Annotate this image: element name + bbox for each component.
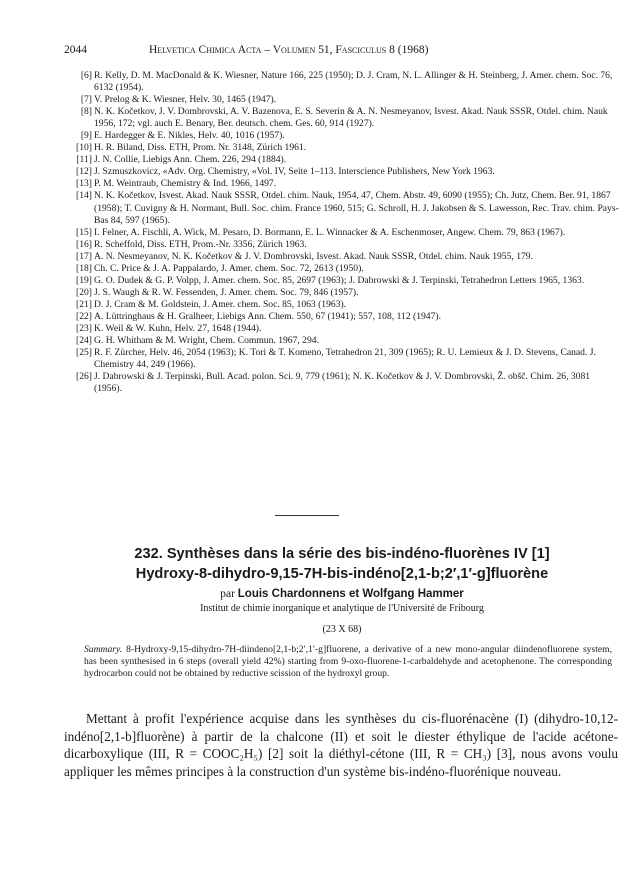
reference-number: [7] <box>80 94 92 106</box>
reference-text: R. Kelly, D. M. MacDonald & K. Wiesner, Nature 166, 225 (1950); D. J. Cram, N. L. Allinger & H. Steinberg, J. Amer. chem. Soc. 76, 6132 (1954). <box>94 70 613 94</box>
reference-item <box>64 106 620 130</box>
reference-text: J. Szmuszkovicz, «Adv. Org. Chemistry, «Vol. IV, Seite 1–113. Interscience Publishers, New York 1963. <box>94 166 495 178</box>
reference-number: [17] <box>76 250 92 262</box>
reference-number: [21] <box>76 298 92 310</box>
journal-title: Helvetica Chimica Acta – Volumen 51, Fasciculus 8 (1968) <box>149 44 429 56</box>
reference-item <box>64 251 620 263</box>
reference-number: [16] <box>76 238 92 250</box>
reference-item <box>64 371 620 395</box>
reference-item <box>64 239 620 251</box>
reference-text: N. K. Kočetkov, Isvest. Akad. Nauk SSSR, Otdel. chim. Nauk, 1954, 47, Chem. Abstr. 49, 6090 (1955); Ch. Jutz, Chem. Ber. 91, 1867 (1958); T. Cuvigny & H. Normant, Bull. Soc. chim. France 1960, 515; G. Schroll, H. J. Jakobsen & S. Lawesson, Rec. Trav. chim. Pays-Bas 84, 597 (1965). <box>94 190 619 226</box>
reference-item <box>64 311 620 323</box>
reference-text: G. O. Dudek & G. P. Volpp, J. Amer. chem. Soc. 85, 2697 (1963); J. Dabrowski & J. Terpinski, Tetrahedron Letters 1965, 1363. <box>94 274 585 286</box>
reference-number: [15] <box>76 226 92 238</box>
reference-number: [12] <box>76 166 92 178</box>
reference-text: I. Felner, A. Fischli, A. Wick, M. Pesaro, D. Bormann, E. L. Winnacker & A. Eschenmoser, Angew. Chem. 79, 863 (1967). <box>94 226 566 238</box>
institution: Institut de chimie inorganique et analytique de l'Université de Fribourg <box>200 603 484 614</box>
reference-item <box>64 142 620 154</box>
reference-text: V. Prelog & K. Wiesner, Helv. 30, 1465 (1947). <box>94 94 277 106</box>
reference-number: [23] <box>76 322 92 334</box>
reference-text: K. Weil & W. Kuhn, Helv. 27, 1648 (1944). <box>94 322 262 334</box>
reference-item <box>64 190 620 226</box>
reference-item <box>64 166 620 178</box>
reference-number: [13] <box>76 178 92 190</box>
summary-label: Summary. <box>84 644 123 655</box>
reference-number: [18] <box>76 262 92 274</box>
reference-list <box>64 70 620 395</box>
reference-number: [22] <box>76 310 92 322</box>
reference-text: Ch. C. Price & J. A. Pappalardo, J. Amer. chem. Soc. 72, 2613 (1950). <box>94 262 364 274</box>
body-paragraph: Mettant à profit l'expérience acquise dans les synthèses du cis-fluorénacène (I) (dihydro-10,12-indéno[2,1-b]fluorène) à partir de la chalcone (II) et soit le diester éthylique de l'acide acétone-dicarboxylique (III, R = COOC₂H₅) [2] soit la diéthyl-cétone (III, R = CH₃) [3], nous avons voulu appliquer les mêmes principes à la construction d'un système bis-indéno-fluorénique nouveau. <box>64 711 618 779</box>
reference-number: [10] <box>76 142 92 154</box>
page-number: 2044 <box>64 44 87 56</box>
reference-number: [24] <box>76 335 92 347</box>
reference-text: A. Lüttringhaus & H. Gralheer, Liebigs Ann. Chem. 550, 67 (1941); 557, 108, 112 (1947). <box>94 310 441 322</box>
section-divider <box>275 515 339 516</box>
reference-item <box>64 263 620 275</box>
authors: Louis Chardonnens et Wolfgang Hammer <box>237 588 464 600</box>
reference-text: G. H. Whitham & M. Wright, Chem. Commun. 1967, 294. <box>94 335 319 347</box>
reference-number: [19] <box>76 274 92 286</box>
reference-number: [8] <box>80 106 92 118</box>
reference-number: [20] <box>76 286 92 298</box>
reference-text: H. R. Biland, Diss. ETH, Prom. Nr. 3148, Zürich 1961. <box>94 142 307 154</box>
reference-item <box>64 335 620 347</box>
reference-number: [6] <box>80 70 92 81</box>
article-title <box>64 544 620 584</box>
article-title-line-1: 232. Synthèses dans la série des bis-indéno-fluorènes IV [1] <box>134 546 550 562</box>
reference-text: N. K. Kočetkov, J. V. Dombrovski, A. V. Bazenova, E. S. Severin & A. N. Nesmeyanov, Isvest. Akad. Nauk SSSR, Otdel. chim. Nauk 1956, 172; vgl. auch E. Benary, Ber. deutsch. chem. Ges. 60, 914 (1927). <box>94 106 608 130</box>
reference-item <box>64 130 620 142</box>
reference-text: D. J. Cram & M. Goldstein, J. Amer. chem. Soc. 85, 1063 (1963). <box>94 298 347 310</box>
article-title-line-2: Hydroxy-8-dihydro-9,15-7H-bis-indéno[2,1-b;2′,1′-g]fluorène <box>135 566 549 582</box>
reference-item <box>64 178 620 190</box>
reference-item <box>64 94 620 106</box>
running-header <box>64 44 620 58</box>
reference-item <box>64 299 620 311</box>
reference-number: [25] <box>76 347 92 359</box>
reference-item <box>64 347 620 371</box>
reference-item <box>64 287 620 299</box>
reference-number: [11] <box>76 154 92 166</box>
reference-item <box>64 227 620 239</box>
reference-item <box>64 275 620 287</box>
byline <box>64 587 620 601</box>
reference-text: J. Dabrowski & J. Terpinski, Bull. Acad. polon. Sci. 9, 779 (1961); N. K. Kočetkov & J. V. Dombrovski, Ž. obšč. Chim. 26, 3081 (1956). <box>94 371 591 395</box>
reference-text: J. N. Collie, Liebigs Ann. Chem. 226, 294 (1884). <box>94 154 287 166</box>
byline-prefix: par <box>220 588 235 600</box>
reference-text: E. Hardegger & E. Nikles, Helv. 40, 1016 (1957). <box>94 130 285 142</box>
reference-text: A. N. Nesmeyanov, N. K. Kočetkov & J. V. Dombrovski, Isvest. Akad. Nauk SSSR, Otdel. chim. Nauk 1955, 179. <box>94 250 533 262</box>
reference-text: P. M. Weintraub, Chemistry & Ind. 1966, 1497. <box>94 178 277 190</box>
summary <box>84 644 612 680</box>
reference-text: J. S. Waugh & R. W. Fessenden, J. Amer. chem. Soc. 79, 846 (1957). <box>94 286 359 298</box>
summary-text: 8-Hydroxy-9,15-dihydro-7H-diindeno[2,1-b;2′,1′-g]fluorene, a derivative of a new mono-angular diindenofluorene system, has been synthesised in 6 steps (overall yield 42%) starting from 9-oxo-fluorene-1-carbaldehyde and acetophenone. The corresponding hydrocarbon could not be obtained by reductive scission of the hydroxyl group. <box>84 644 612 680</box>
received-date: (23 X 68) <box>322 624 362 635</box>
reference-number: [9] <box>80 130 92 142</box>
reference-item <box>64 70 620 94</box>
reference-item <box>64 154 620 166</box>
reference-number: [14] <box>76 190 92 202</box>
reference-text: R. F. Zürcher, Helv. 46, 2054 (1963); K. Tori & T. Komeno, Tetrahedron 21, 309 (1965); R. U. Lemieux & J. D. Stevens, Canad. J. Chemistry 44, 249 (1966). <box>94 347 596 371</box>
reference-number: [26] <box>76 371 92 383</box>
reference-text: R. Scheffold, Diss. ETH, Prom.-Nr. 3356, Zürich 1963. <box>94 238 307 250</box>
reference-item <box>64 323 620 335</box>
